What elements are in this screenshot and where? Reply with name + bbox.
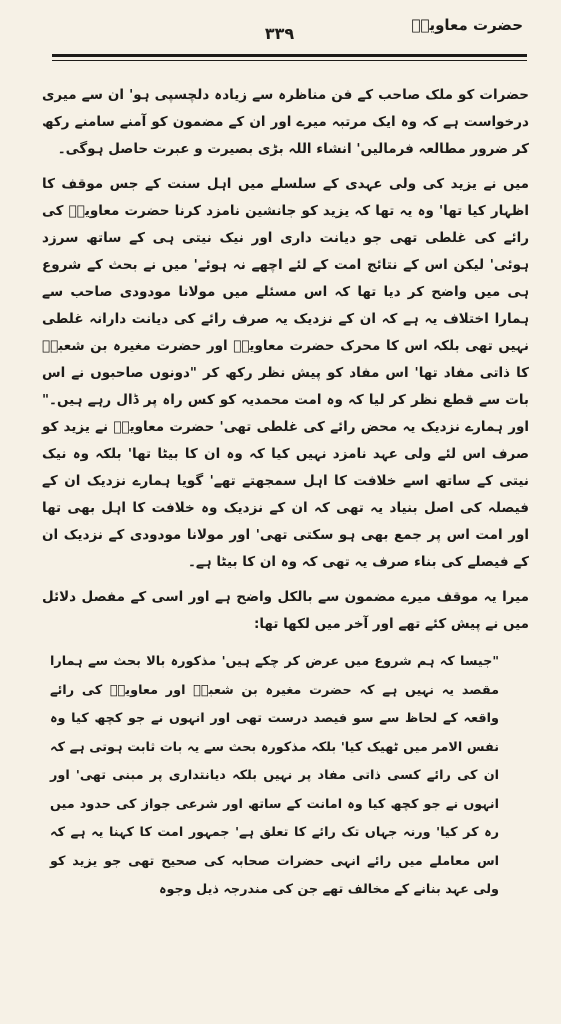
paragraph: میں نے یزید کی ولی عہدی کے سلسلے میں اہل سنت کے جس موقف کا اظہار کیا تھا' وہ یہ تھا کہ یزید کو جانشین نامزد کرنا حضرت معاویہؓ کی رائے کی غلطی تھی جو دیانت داری اور نیک نیتی ہی کے ساتھ سرزد ہوئی' لیکن اس کے نتائج امت کے لئے اچھے نہ ہوئے' میں نے بحث کے شروع ہی میں واضح کر دیا تھا کہ اس مسئلے میں مولانا مودودی صاحب سے ہمارا اختلاف یہ ہے کہ ان کے نزدیک یہ صرف رائے کی دیانت دارانہ غلطی نہیں تھی بلکہ اس کا محرک حضرت معاویہؓ اور حضرت مغیرہ بن شعبہؓ کا ذاتی مفاد تھا' اس مفاد کو پیش نظر رکھ کر "دونوں صاحبوں نے اس بات سے قطع نظر کر لیا کہ وہ امت محمدیہ کو کس راہ پر ڈال رہے ہیں۔" اور ہمارے نزدیک یہ محض رائے کی غلطی تھی' حضرت معاویہؓ نے یزید کو صرف اس لئے ولی عہد نامزد نہیں کیا کہ وہ ان کا بیٹا تھا' بلکہ وہ نیک نیتی کے ساتھ اسے خلافت کا اہل سمجھتے تھے' گویا ہمارے نزدیک ان کے فیصلہ کی اصل بنیاد یہ تھی کہ ان کے نزدیک وہ خلافت کا اہل بھی تھا اور امت اس پر جمع بھی ہو سکتی تھی' اور مولانا مودودی کے نزدیک ان کے فیصلے کی بناء صرف یہ تھی کہ وہ ان کا بیٹا ہے۔	[42, 176, 529, 570]
paragraph: حضرات کو ملک صاحب کے فن مناظرہ سے زیادہ دلچسپی ہو' ان سے میری درخواست ہے کہ وہ ایک مرتبہ میرے اور ان کے مضمون کو آمنے سامنے رکھ کر ضرور مطالعہ فرمالیں' انشاء اللہ بڑی بصیرت و عبرت حاصل ہوگی۔	[42, 87, 529, 157]
page-header	[18, 0, 541, 58]
paragraph: میرا یہ موقف میرے مضمون سے بالکل واضح ہے اور اسی کے مفصل دلائل میں نے پیش کئے تھے اور آخر میں لکھا تھا:	[42, 589, 529, 632]
body-text	[42, 82, 529, 905]
running-title: حضرت معاویہؓ	[411, 16, 523, 34]
header-rule-thick	[52, 54, 527, 57]
header-rule-thin	[52, 60, 527, 61]
block-quote: "جیسا کہ ہم شروع میں عرض کر چکے ہیں' مذکورہ بالا بحث سے ہمارا مقصد یہ نہیں ہے کہ حضرت مغیرہ بن شعبہؓ اور معاویہؓ کی رائے واقعہ کے لحاظ سے سو فیصد درست تھی اور انہوں نے جو کچھ کیا وہ نفس الامر میں ٹھیک کیا' بلکہ مذکورہ بحث سے یہ بات ثابت ہوتی ہے کہ ان کی رائے کسی ذاتی مفاد پر نہیں بلکہ دیانتداری پر مبنی تھی' اور انہوں نے جو کچھ کیا وہ امانت کے ساتھ اور شرعی جواز کی حدود میں رہ کر کیا' ورنہ جہاں تک رائے کا تعلق ہے' جمہور امت کا کہنا یہ ہے کہ اس معاملے میں رائے انہی حضرات صحابہ کی صحیح تھی جو یزید کو ولی عہد بنانے کے مخالف تھے جن کی مندرجہ ذیل وجوہ	[50, 654, 499, 897]
page-number: ۳۳۹	[264, 24, 295, 43]
